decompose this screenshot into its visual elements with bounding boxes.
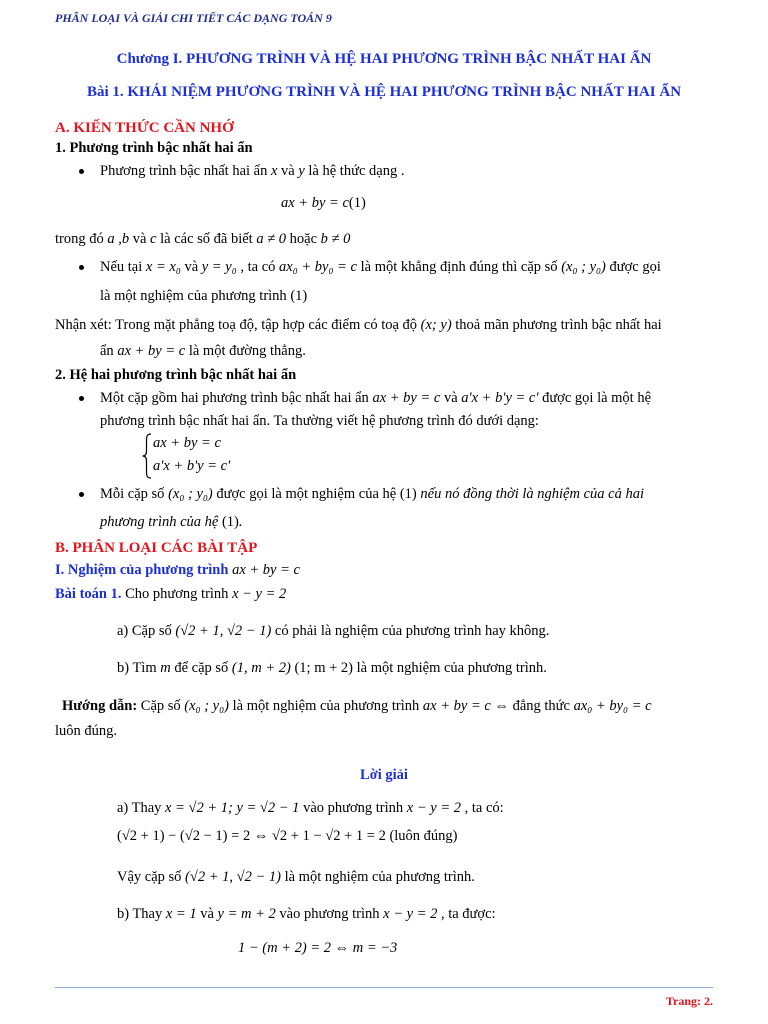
math-expression: c (150, 231, 157, 247)
text-segment: đẳng thức (508, 698, 574, 714)
math-expression: m (160, 660, 171, 676)
text-segment: là các số đã biết (156, 231, 257, 247)
math-expression: x − y = 2 (232, 586, 287, 602)
system-solution-bullet (100, 485, 644, 503)
text-segment: là một nghiệm của phương trình (100, 288, 291, 304)
text-segment: a) Thay (117, 800, 166, 816)
math-expression: y = y₀ (201, 259, 237, 275)
problem-1-statement (55, 585, 286, 603)
math-expression: a ≠ 0 (256, 231, 287, 247)
math-expression: (x; y) (420, 317, 452, 333)
coefficients-note (55, 230, 350, 248)
hint-continued: luôn đúng. (55, 723, 118, 739)
text-segment: b) Thay (117, 906, 166, 922)
math-expression: ax₀ + by₀ = c (279, 259, 357, 275)
math-expression: ax + by = c (372, 390, 441, 406)
solution-a-conclusion (117, 868, 475, 886)
math-expression: (1, m + 2) (231, 660, 291, 676)
math-expression: ax + by = c ⇔ (422, 698, 509, 714)
chapter-title: Chương I. PHƯƠNG TRÌNH VÀ HỆ HAI PHƯƠNG TRÌNH BẬC NHẤT HAI ẨN (116, 51, 652, 67)
section-a-heading: A. KIẾN THỨC CẦN NHỚ (55, 120, 234, 136)
math-expression: ax + by = c (232, 562, 300, 578)
math-expression: (√2 + 1) − (√2 − 1) = 2 ⇔ √2 + 1 − √2 + 1 = 2 (117, 828, 386, 844)
text-segment: Cặp số (137, 698, 185, 714)
math-expression: (x₀ ; y₀) (184, 698, 229, 714)
solution-a-line-1 (117, 799, 504, 817)
text-segment: và (196, 906, 218, 922)
subsection-1-heading: 1. Phương trình bậc nhất hai ẩn (55, 140, 253, 156)
text-segment: và (440, 390, 462, 406)
section-b-heading: B. PHÂN LOẠI CÁC BÀI TẬP (55, 540, 258, 556)
hint-label: Hướng dẫn: (62, 698, 138, 714)
equation-reference: (1) (399, 486, 417, 502)
text-segment: Nhận xét: Trong mặt phẳng toạ độ, tập hợp các điểm có toạ độ (55, 317, 421, 333)
math-expression: y = m + 2 (217, 906, 276, 922)
bullet-icon (79, 396, 84, 401)
footer-rule (55, 987, 713, 988)
equation-1 (281, 194, 366, 212)
system-definition-bullet (100, 389, 651, 407)
math-expression: ax₀ + by₀ = c (573, 698, 652, 714)
math-expression: x − y = 2 (406, 800, 461, 816)
solution-definition-bullet (100, 258, 661, 276)
text-segment: được gọi là một hệ (538, 390, 652, 406)
system-equation-2: a'x + b'y = c' (153, 458, 231, 474)
text-segment: , ta có (236, 259, 280, 275)
math-expression: (√2 + 1, √2 − 1) (185, 869, 281, 885)
text-segment: vào phương trình (275, 906, 384, 922)
text-segment: thoả mãn phương trình bậc nhất hai (451, 317, 662, 333)
bullet-icon (79, 169, 84, 174)
remark (55, 316, 662, 334)
equation-number: (1) (348, 195, 366, 211)
text-segment: có phải là nghiệm của phương trình hay không. (271, 623, 550, 639)
math-expression: x = x₀ (145, 259, 181, 275)
text-segment: Phương trình bậc nhất hai ẩn (100, 163, 271, 179)
math-expression: (√2 + 1, √2 − 1) (175, 623, 272, 639)
text-segment: Nếu tại (100, 259, 146, 275)
text-segment: là một đường thẳng. (185, 343, 306, 359)
text-segment: được gọi (605, 259, 661, 275)
math-expression: x = √2 + 1; y = √2 − 1 (165, 800, 300, 816)
solution-a-line-2 (117, 827, 458, 845)
subsection-2-heading: 2. Hệ hai phương trình bậc nhất hai ẩn (55, 367, 297, 383)
text-segment: , ta có: (461, 800, 504, 816)
text-segment: là một khẳng định đúng thì cặp số (357, 259, 562, 275)
text-segment: nếu nó đồng thời là nghiệm của cả hai (416, 486, 644, 502)
math-expression: ax + by = c (117, 343, 186, 359)
math-expression: x = 1 (165, 906, 197, 922)
text-segment: là một nghiệm của phương trình (228, 698, 423, 714)
text-segment: (1; m + 2) là một nghiệm của phương trình. (290, 660, 547, 676)
text-segment: Mỗi cặp số (100, 486, 169, 502)
text-segment: ẩn (100, 343, 118, 359)
brace-icon (141, 433, 153, 479)
text-segment: Một cặp gồm hai phương trình bậc nhất hai ẩn (100, 390, 373, 406)
math-expression: (x₀ ; y₀) (561, 259, 606, 275)
problem-part-b (117, 659, 547, 677)
hint (62, 697, 652, 715)
text-segment: , ta được: (437, 906, 496, 922)
page-number: Trang: 2. (665, 994, 713, 1008)
math-expression: a ,b (107, 231, 130, 247)
text-segment: trong đó (55, 231, 108, 247)
text-segment: (luôn đúng) (385, 828, 458, 844)
text-segment: b) Tìm (117, 660, 161, 676)
math-expression: x (270, 163, 278, 179)
bullet-icon (79, 492, 84, 497)
text-segment: Cho phương trình (121, 586, 233, 602)
text-segment: để cặp số (170, 660, 232, 676)
equation-reference: (1) (221, 514, 239, 530)
solution-b-line-1 (117, 905, 496, 923)
solution-heading: Lời giải (360, 767, 408, 783)
problem-label: Bài toán 1. (55, 586, 122, 602)
text-segment: là hệ thức dạng . (304, 163, 405, 179)
math-expression: ax + by = c (281, 195, 349, 211)
text-segment: . (238, 514, 243, 530)
solution-b-line-2: 1 − (m + 2) = 2 ⇔ m = −3 (238, 940, 398, 956)
text-segment: là một nghiệm của phương trình. (280, 869, 475, 885)
math-expression: a'x + b'y = c' (461, 390, 539, 406)
math-expression: x − y = 2 (383, 906, 438, 922)
text-segment: phương trình của hệ (100, 514, 222, 530)
text-segment: và (277, 163, 299, 179)
math-expression: (x₀ ; y₀) (168, 486, 213, 502)
text-segment: a) Cặp số (117, 623, 176, 639)
text-segment: I. Nghiệm của phương trình (55, 562, 233, 578)
text-segment: vào phương trình (299, 800, 407, 816)
solution-definition-continued (100, 287, 307, 305)
remark-continued (100, 342, 306, 360)
math-expression: y (298, 163, 305, 179)
text-segment: và (180, 259, 202, 275)
bullet-icon (79, 265, 84, 270)
problem-part-a (117, 622, 549, 640)
text-segment: hoặc (286, 231, 321, 247)
system-solution-continued (100, 513, 243, 531)
text-segment: Vậy cặp số (117, 869, 186, 885)
running-header: PHÂN LOẠI VÀ GIẢI CHI TIẾT CÁC DẠNG TOÁN 9 (55, 11, 332, 25)
system-definition-continued: phương trình bậc nhất hai ẩn. Ta thường viết hệ phương trình đó dưới dạng: (100, 413, 539, 429)
equation-reference: (1) (290, 288, 308, 304)
part-1-heading (55, 561, 300, 579)
text-segment: được gọi là một nghiệm của hệ (212, 486, 400, 502)
math-expression: b ≠ 0 (320, 231, 351, 247)
definition-bullet (100, 162, 404, 180)
text-segment: và (129, 231, 151, 247)
system-equation-1: ax + by = c (153, 435, 221, 451)
lesson-title: Bài 1. KHÁI NIỆM PHƯƠNG TRÌNH VÀ HỆ HAI PHƯƠNG TRÌNH BẬC NHẤT HAI ẨN (86, 84, 682, 100)
